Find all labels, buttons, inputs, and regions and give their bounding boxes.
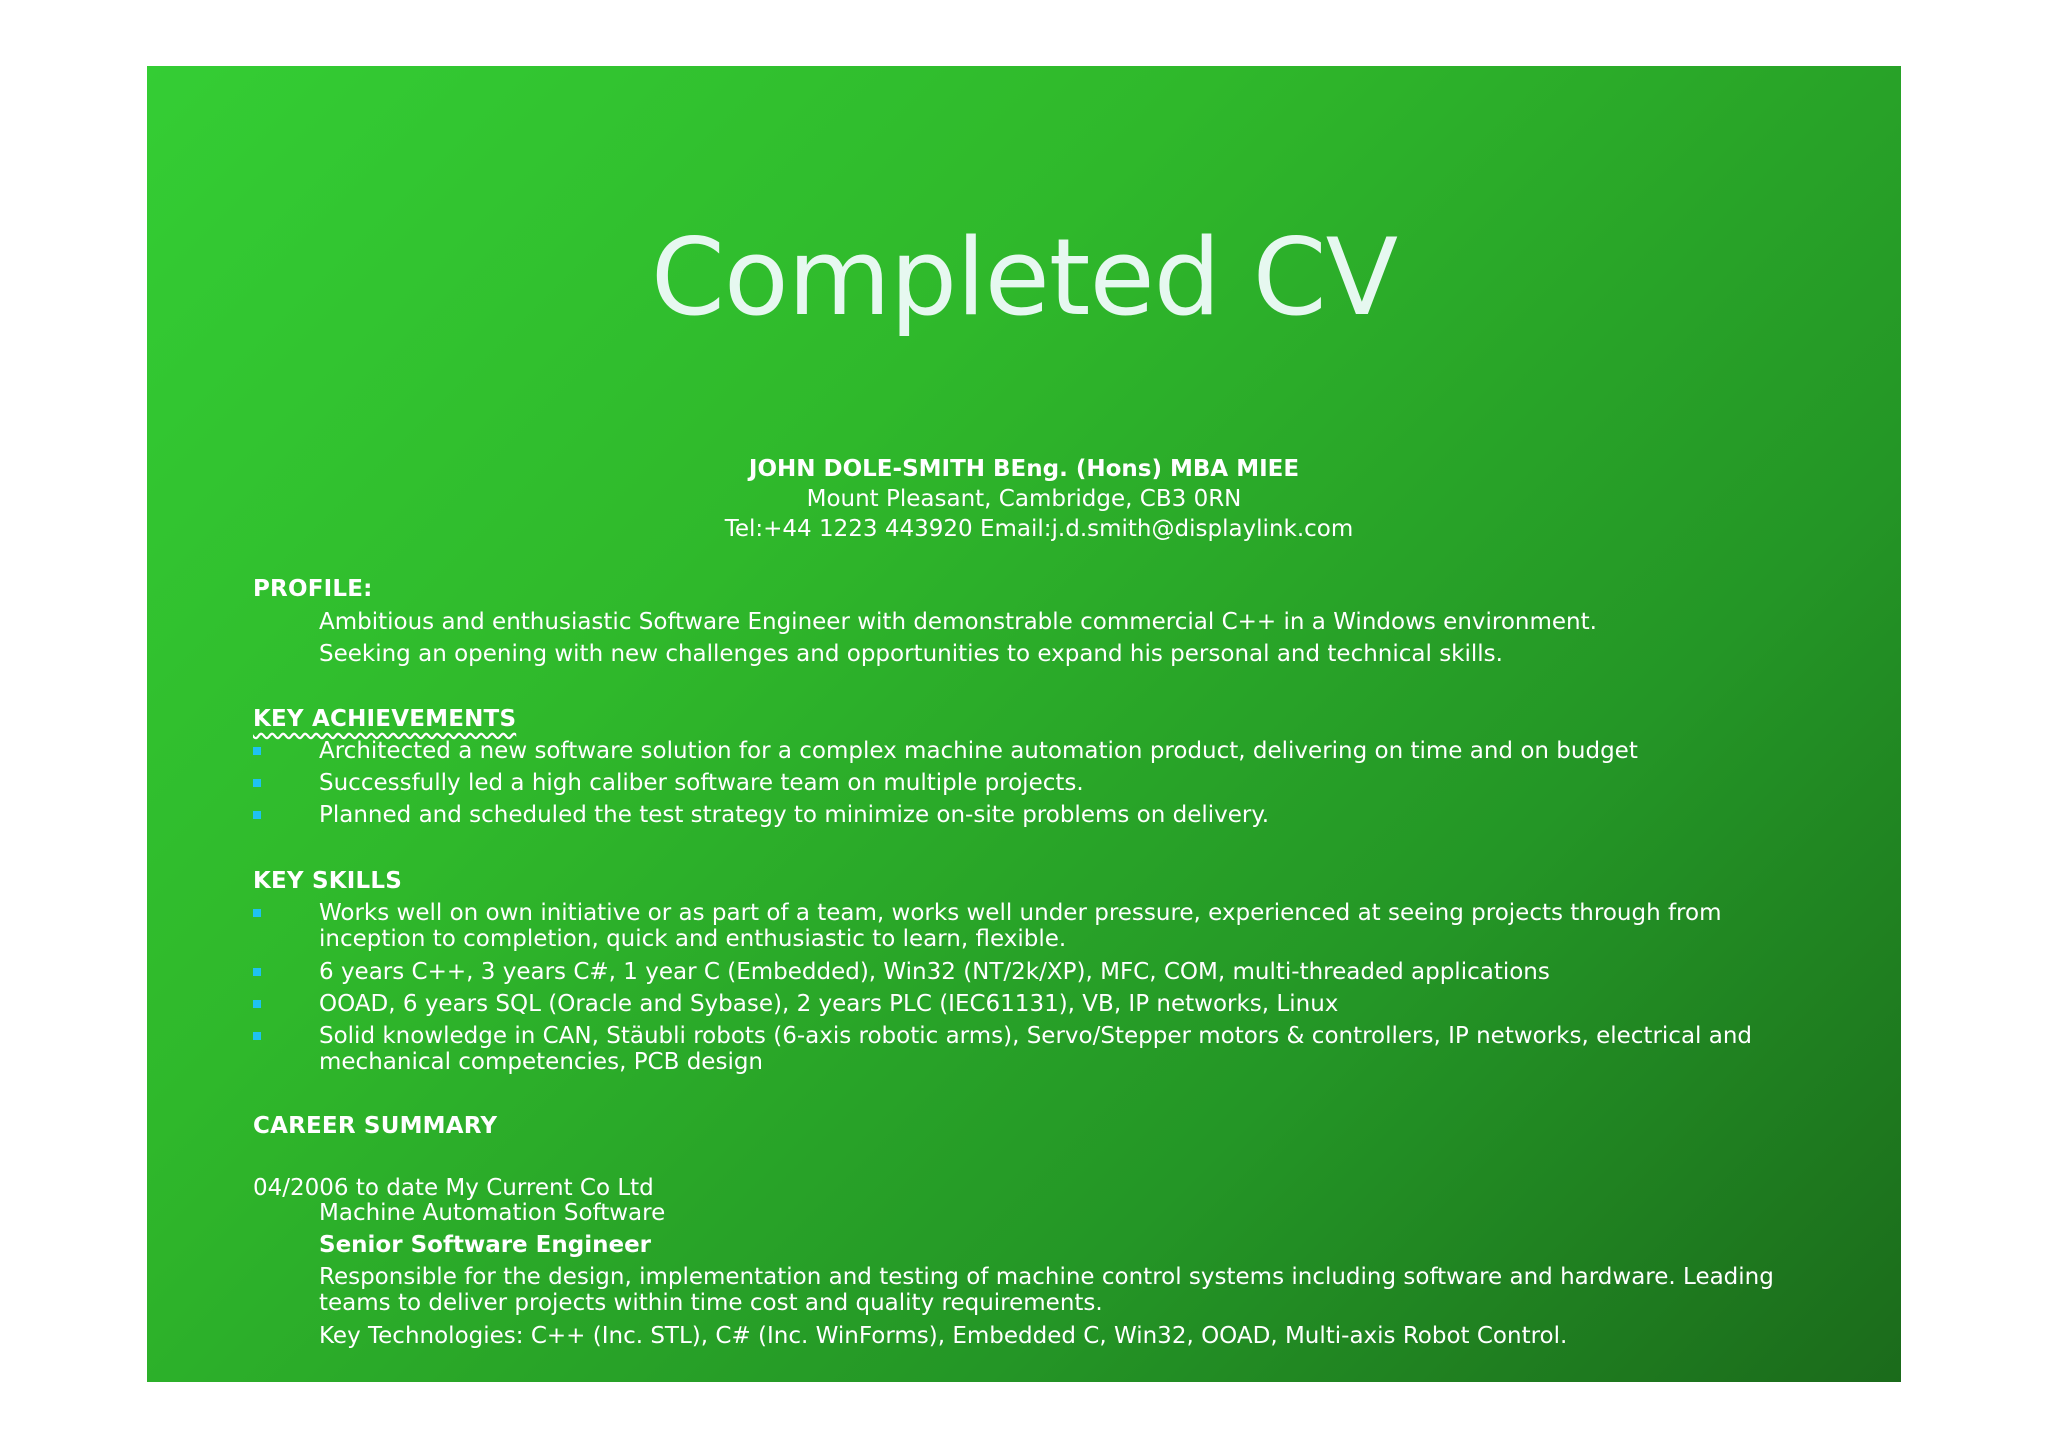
candidate-address: Mount Pleasant, Cambridge, CB3 0RN [806, 486, 1242, 512]
bullet-marker [253, 909, 261, 917]
bullet-marker [253, 1032, 261, 1040]
candidate-contact: Tel:+44 1223 443920 Email:j.d.smith@displaylink.com [724, 516, 1354, 542]
bullet-marker [253, 747, 261, 755]
career-period: 04/2006 to date My Current Co Ltd [253, 1175, 654, 1201]
candidate-name: JOHN DOLE-SMITH BEng. (Hons) MBA MIEE [748, 456, 1300, 482]
bullet-marker [253, 1000, 261, 1008]
cv-header [147, 454, 1901, 544]
skill-text: OOAD, 6 years SQL (Oracle and Sybase), 2 years PLC (IEC61131), VB, IP networks, Linux [319, 991, 1339, 1017]
skills-heading: KEY SKILLS [253, 868, 403, 894]
bullet-marker [253, 968, 261, 976]
achievement-text: Successfully led a high caliber software team on multiple projects. [319, 770, 1084, 796]
achievements-heading: KEY ACHIEVEMENTS [253, 706, 517, 732]
skill-text: Works well on own initiative or as part of a team, works well under pressure, experienced at seeing projects through from inception to completion, quick and enthusiastic to learn, flexible. [319, 900, 1722, 952]
career-description: Responsible for the design, implementation and testing of machine control systems including software and hardware. Leading teams to deliver projects within time cost and quality requirements. [319, 1264, 1774, 1316]
achievement-text: Architected a new software solution for a complex machine automation product, delivering on time and on budget [319, 738, 1638, 764]
bullet-marker [253, 811, 261, 819]
cv-slide [147, 66, 1901, 1382]
achievement-text: Planned and scheduled the test strategy to minimize on-site problems on delivery. [319, 802, 1270, 828]
slide-title: Completed CV [650, 216, 1398, 339]
profile-line-2: Seeking an opening with new challenges and opportunities to expand his personal and technical skills. [319, 641, 1503, 667]
career-division: Machine Automation Software [319, 1200, 666, 1226]
skill-text: Solid knowledge in CAN, Stäubli robots (6-axis robotic arms), Servo/Stepper motors & controllers, IP networks, electrical and mechanical competencies, PCB design [319, 1023, 1753, 1075]
skill-text: 6 years C++, 3 years C#, 1 year C (Embedded), Win32 (NT/2k/XP), MFC, COM, multi-threaded applications [319, 959, 1550, 985]
career-technologies: Key Technologies: C++ (Inc. STL), C# (Inc. WinForms), Embedded C, Win32, OOAD, Multi-axis Robot Control. [319, 1323, 1568, 1349]
bullet-marker [253, 779, 261, 787]
profile-heading: PROFILE: [253, 576, 373, 602]
profile-line-1: Ambitious and enthusiastic Software Engineer with demonstrable commercial C++ in a Windows environment. [319, 609, 1597, 635]
career-heading: CAREER SUMMARY [253, 1113, 498, 1139]
career-role: Senior Software Engineer [319, 1232, 652, 1258]
